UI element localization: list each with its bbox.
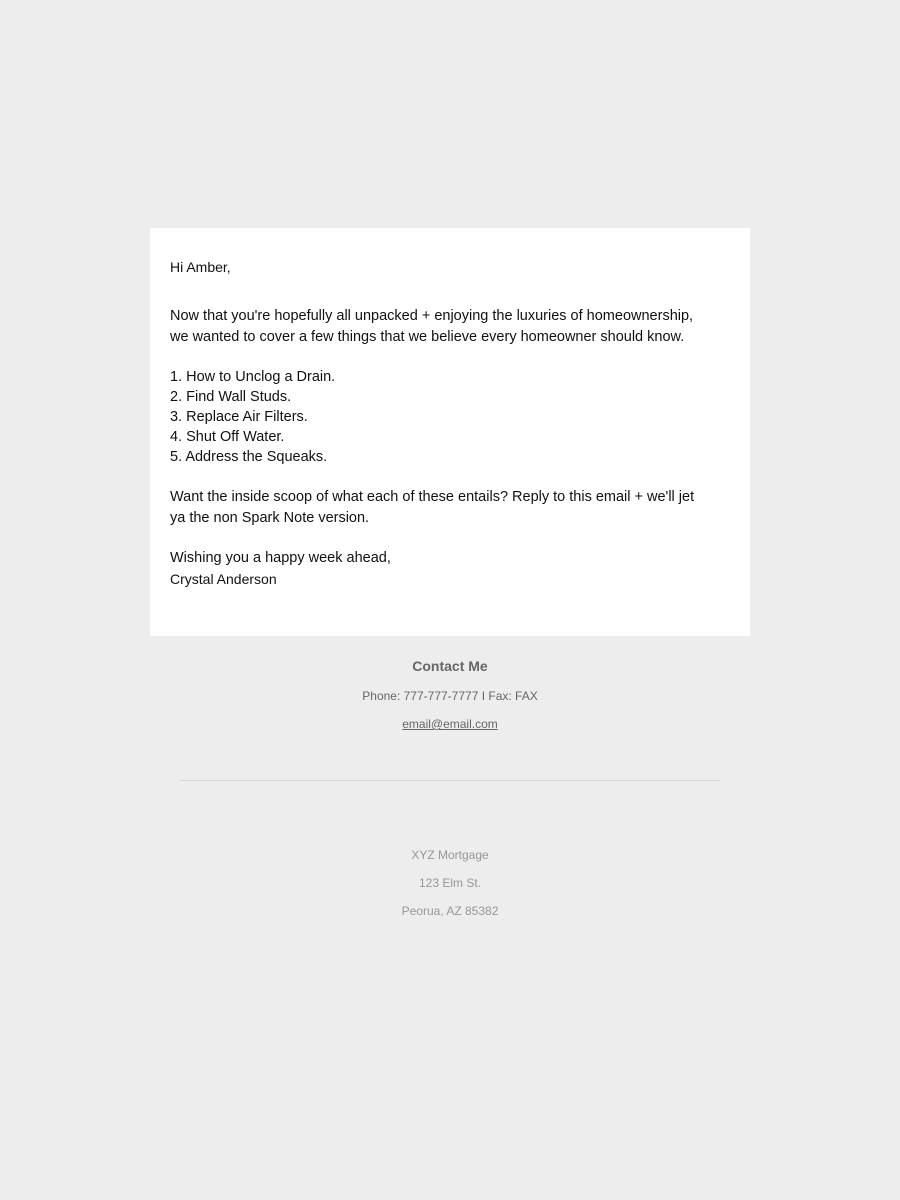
intro-line: Now that you're hopefully all unpacked + enjoying the luxuries of homeownership, xyxy=(170,308,694,324)
contact-section xyxy=(0,656,900,733)
greeting: Hi Amber, xyxy=(170,259,231,275)
email-body-card xyxy=(150,228,750,636)
intro-line: we wanted to cover a few things that we believe every homeowner should know. xyxy=(170,328,685,345)
phone-fax-line: Phone: 777-777-7777 I Fax: FAX xyxy=(362,689,538,703)
footer-address xyxy=(0,847,900,931)
list-item: 2. Find Wall Studs. xyxy=(170,389,292,405)
city-state-zip: Peorua, AZ 85382 xyxy=(401,904,499,918)
street-address: 123 Elm St. xyxy=(418,876,482,890)
cta-line: Want the inside scoop of what each of these entails? Reply to this email + we'll jet xyxy=(170,489,695,505)
cta-paragraph xyxy=(170,487,730,528)
list-item: 4. Shut Off Water. xyxy=(170,429,285,445)
email-link[interactable]: email@email.com xyxy=(402,717,498,731)
intro-paragraph xyxy=(170,306,730,347)
divider xyxy=(180,780,720,781)
list-item: 1. How to Unclog a Drain. xyxy=(170,369,336,385)
homeowner-tips-list xyxy=(170,367,730,467)
closing-line: Wishing you a happy week ahead, xyxy=(170,550,391,566)
company-name: XYZ Mortgage xyxy=(411,848,489,862)
contact-title: Contact Me xyxy=(412,658,488,674)
signature: Crystal Anderson xyxy=(170,570,277,587)
list-item: 5. Address the Squeaks. xyxy=(170,449,328,465)
list-item: 3. Replace Air Filters. xyxy=(170,409,308,425)
cta-line: ya the non Spark Note version. xyxy=(170,509,370,526)
